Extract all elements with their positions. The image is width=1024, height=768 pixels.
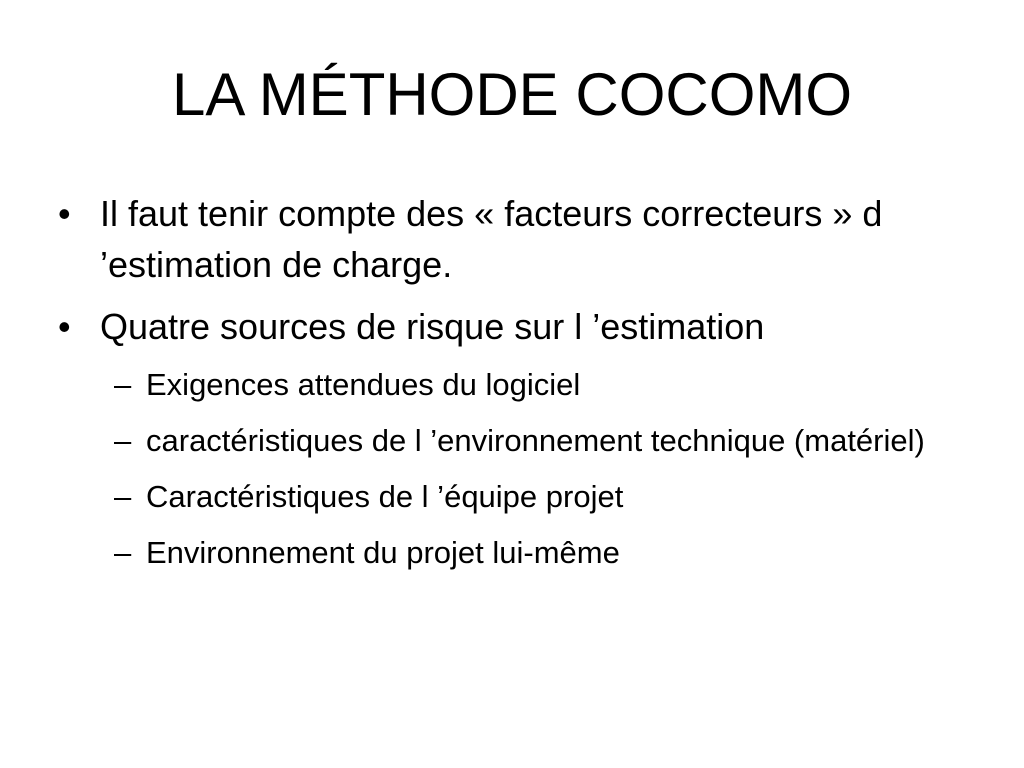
sub-bullet-text: Caractéristiques de l ’équipe projet [146, 479, 624, 514]
sub-bullet-item [58, 475, 988, 519]
bullet-item [58, 301, 988, 352]
sub-bullet-marker: – [114, 367, 132, 402]
sub-bullet-group [58, 363, 988, 575]
sub-bullet-text: caractéristiques de l ’environnement technique (matériel) [146, 423, 925, 458]
slide-title: LA MÉTHODE COCOMO [171, 61, 853, 128]
sub-bullet-item [58, 531, 988, 575]
bullet-text: Il faut tenir compte des « facteurs correcteurs » d ’estimation de charge. [100, 193, 883, 285]
bullet-marker: • [58, 306, 71, 347]
sub-bullet-item [58, 419, 988, 463]
bullet-text: Quatre sources de risque sur l ’estimation [100, 306, 765, 347]
bullet-marker: • [58, 193, 71, 234]
sub-bullet-marker: – [114, 535, 132, 570]
sub-bullet-marker: – [114, 479, 132, 514]
bullet-list [58, 188, 988, 587]
sub-bullet-marker: – [114, 423, 132, 458]
sub-bullet-item [58, 363, 988, 407]
sub-bullet-list [58, 363, 988, 575]
sub-bullet-text: Exigences attendues du logiciel [146, 367, 581, 402]
bullet-item [58, 188, 988, 290]
sub-bullet-text: Environnement du projet lui-même [146, 535, 620, 570]
